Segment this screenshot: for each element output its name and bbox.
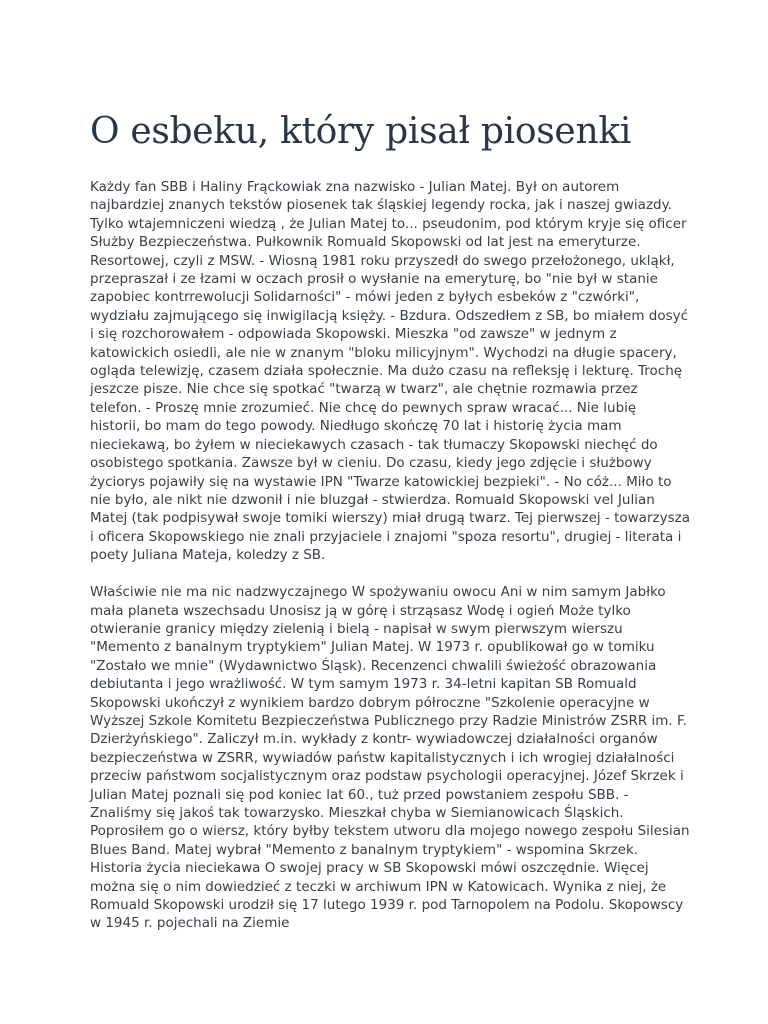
article-title: O esbeku, który pisał piosenki <box>90 111 632 152</box>
article-paragraph-1: Każdy fan SBB i Haliny Frąckowiak zna nazwisko - Julian Matej. Był on autorem najbardziej znanych tekstów piosenek tak śląskiej legendy rocka, jak i naszej gwiazdy. Tylko wtajemniczeni wiedzą , że Julian Matej to... pseudonim, pod którym kryje się oficer Służby Bezpieczeństwa. Pułkownik Romuald Skopowski od lat jest na emeryturze. Resortowej, czyli z MSW. - Wiosną 1981 roku przyszedł do swego przełożonego, ukląkł, przepraszał i ze łzami w oczach prosił o wysłanie na emeryturę, bo "nie był w stanie zapobiec kontrrewolucji Solidarności" - mówi jeden z byłych esbeków z "czwórki", wydziału zajmującego się inwigilacją księży. - Bzdura. Odszedłem z SB, bo miałem dosyć i się rozchorowałem - odpowiada Skopowski. Mieszka "od zawsze" w jednym z katowickich osiedli, ale nie w znanym "bloku milicyjnym". Wychodzi na długie spacery, ogląda telewizję, czasem działa społecznie. Ma dużo czasu na refleksję i lekturę. Trochę jeszcze pisze. Nie chce się spotkać "twarzą w twarz", ale chętnie rozmawia przez telefon. - Proszę mnie zrozumieć. Nie chcę do pewnych spraw wracać... Nie lubię historii, bo mam do tego powody. Niedługo skończę 70 lat i historię życia mam nieciekawą, bo żyłem w nieciekawych czasach - tak tłumaczy Skopowski niechęć do osobistego spotkania. Zawsze był w cieniu. Do czasu, kiedy jego zdjęcie i służbowy życiorys pojawiły się na wystawie IPN "Twarze katowickiej bezpieki". - No cóż... Miło to nie było, ale nikt nie dzwonił i nie bluzgał - stwierdza. Romuald Skopowski vel Julian Matej (tak podpisywał swoje tomiki wierszy) miał drugą twarz. Tej pierwszej - towarzysza i oficera Skopowskiego nie znali przyjaciele i znajomi "spoza resortu", drugiej - literata i poety Juliana Mateja, koledzy z SB. <box>90 179 690 564</box>
article <box>90 110 690 933</box>
article-paragraph-2: Właściwie nie ma nic nadzwyczajnego W spożywaniu owocu Ani w nim samym Jabłko mała planeta wszechsadu Unosisz ją w górę i strząsasz Wodę i ogień Może tylko otwieranie granicy między zielenią i bielą - napisał w swym pierwszym wierszu "Memento z banalnym tryptykiem" Julian Matej. W 1973 r. opublikował go w tomiku "Zostało we mnie" (Wydawnictwo Śląsk). Recenzenci chwalili świeżość obrazowania debiutanta i jego wrażliwość. W tym samym 1973 r. 34-letni kapitan SB Romuald Skopowski ukończył z wynikiem bardzo dobrym półroczne "Szkolenie operacyjne w Wyższej Szkole Komitetu Bezpieczeństwa Publicznego przy Radzie Ministrów ZSRR im. F. Dzierżyńskiego". Zaliczył m.in. wykłady z kontr- wywiadowczej działalności organów bezpieczeństwa w ZSRR, wywiadów państw kapitalistycznych i ich wrogiej działalności przeciw państwom socjalistycznym oraz podstaw psychologii operacyjnej. Józef Skrzek i Julian Matej poznali się pod koniec lat 60., tuż przed powstaniem zespołu SBB. - Znaliśmy się jakoś tak towarzysko. Mieszkał chyba w Siemianowicach Śląskich. Poprosiłem go o wiersz, który byłby tekstem utworu dla mojego nowego zespołu Silesian Blues Band. Matej wybrał "Memento z banalnym tryptykiem" - wspomina Skrzek. Historia życia nieciekawa O swojej pracy w SB Skopowski mówi oszczędnie. Więcej można się o nim dowiedzieć z teczki w archiwum IPN w Katowicach. Wynika z niej, że Romuald Skopowski urodził się 17 lutego 1939 r. pod Tarnopolem na Podolu. Skopowscy w 1945 r. pojechali na Ziemie <box>90 584 690 932</box>
